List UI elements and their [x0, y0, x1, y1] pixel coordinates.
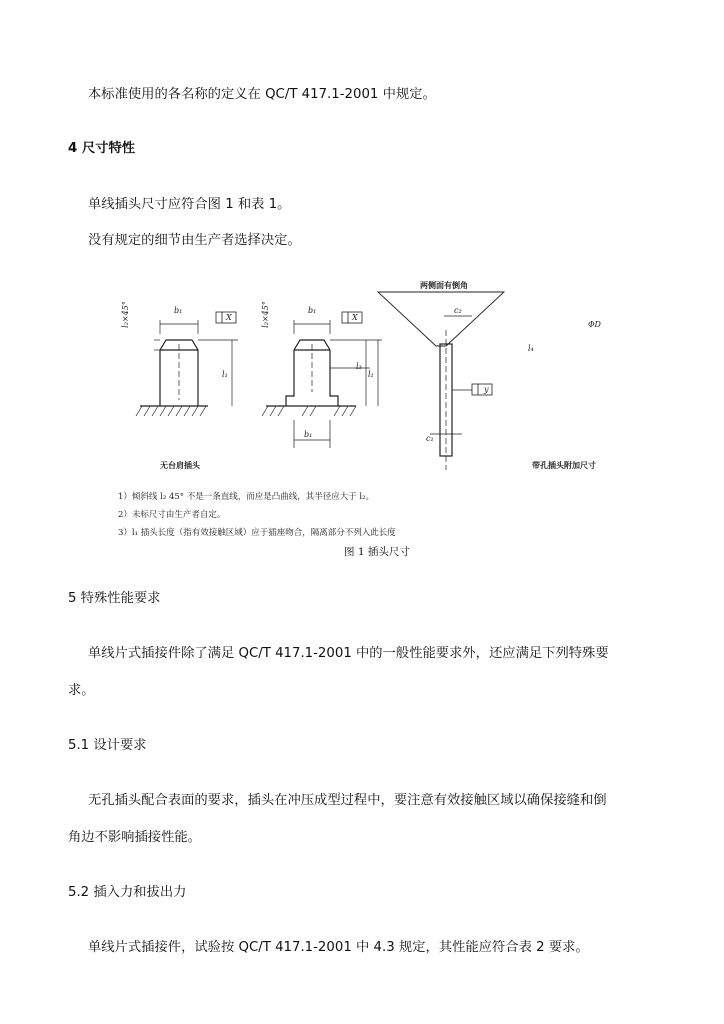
symbol-y: y	[484, 385, 489, 394]
symbol-b1-bottom: b₁	[304, 430, 313, 439]
paragraph-forces: 单线片式插接件，试验按 QC/T 417.1-2001 中 4.3 规定，其性能应符合表 2 要求。	[88, 940, 589, 955]
label-hole-plug-dimensions: 带孔插头附加尺寸	[532, 460, 596, 470]
section-heading-5-1: 5.1 设计要求	[68, 738, 147, 753]
symbol-c1: c₁	[426, 434, 434, 443]
symbol-b1-middle: b₁	[308, 306, 317, 315]
section-heading-5-2: 5.2 插入力和拔出力	[68, 885, 187, 900]
figure-note-3: 3）l₁ 插头长度（指有效接触区域）应于插座吻合，隔离部分不列入此长度	[118, 528, 396, 538]
figure-plug-dimensions	[108, 270, 601, 566]
paragraph-dimensions: 单线插头尺寸应符合图 1 和表 1。	[88, 197, 291, 212]
symbol-l3: l₃	[356, 362, 362, 371]
symbol-phi-d: ΦD	[588, 320, 601, 329]
paragraph-design-line1: 无孔插头配合表面的要求，插头在冲压成型过程中，要注意有效接触区域以确保接缝和倒	[88, 793, 607, 808]
figure-note-2: 2）未标尺寸由生产者自定。	[118, 510, 226, 520]
label-chamfer-sides: 两侧面有倒角	[420, 280, 468, 290]
paragraph-details: 没有规定的细节由生产者选择决定。	[88, 233, 301, 248]
figure-note-1: 1）倾斜线 l₂ 45° 不是一条直线，而应是凸曲线，其半径应大于 l₂。	[118, 492, 375, 502]
symbol-chamfer-left: l₂×45°	[120, 301, 130, 328]
symbol-x-left: X	[226, 313, 232, 322]
section-heading-5: 5 特殊性能要求	[68, 591, 161, 606]
symbol-l1-middle: l₁	[368, 370, 374, 379]
paragraph-special-requirements-line1: 单线片式插接件除了满足 QC/T 417.1-2001 中的一般性能要求外，还应满足下列特殊要	[88, 646, 609, 661]
label-no-shoulder-plug: 无台肩插头	[160, 460, 200, 470]
paragraph-design-line2: 角边不影响插接性能。	[68, 830, 201, 845]
paragraph-definitions: 本标准使用的各名称的定义在 QC/T 417.1-2001 中规定。	[88, 87, 436, 102]
symbol-x-middle: X	[352, 313, 358, 322]
paragraph-special-requirements-line2: 求。	[68, 683, 95, 698]
figure-caption: 图 1 插头尺寸	[344, 546, 410, 558]
symbol-l1-left: l₁	[222, 370, 228, 379]
section-heading-4: 4 尺寸特性	[68, 141, 136, 156]
symbol-c2: c₂	[454, 306, 462, 315]
plug-drawing	[108, 270, 526, 566]
symbol-chamfer-middle: l₂×45°	[260, 301, 270, 328]
symbol-b1-left: b₁	[174, 306, 183, 315]
symbol-l4: l₄	[528, 344, 534, 353]
